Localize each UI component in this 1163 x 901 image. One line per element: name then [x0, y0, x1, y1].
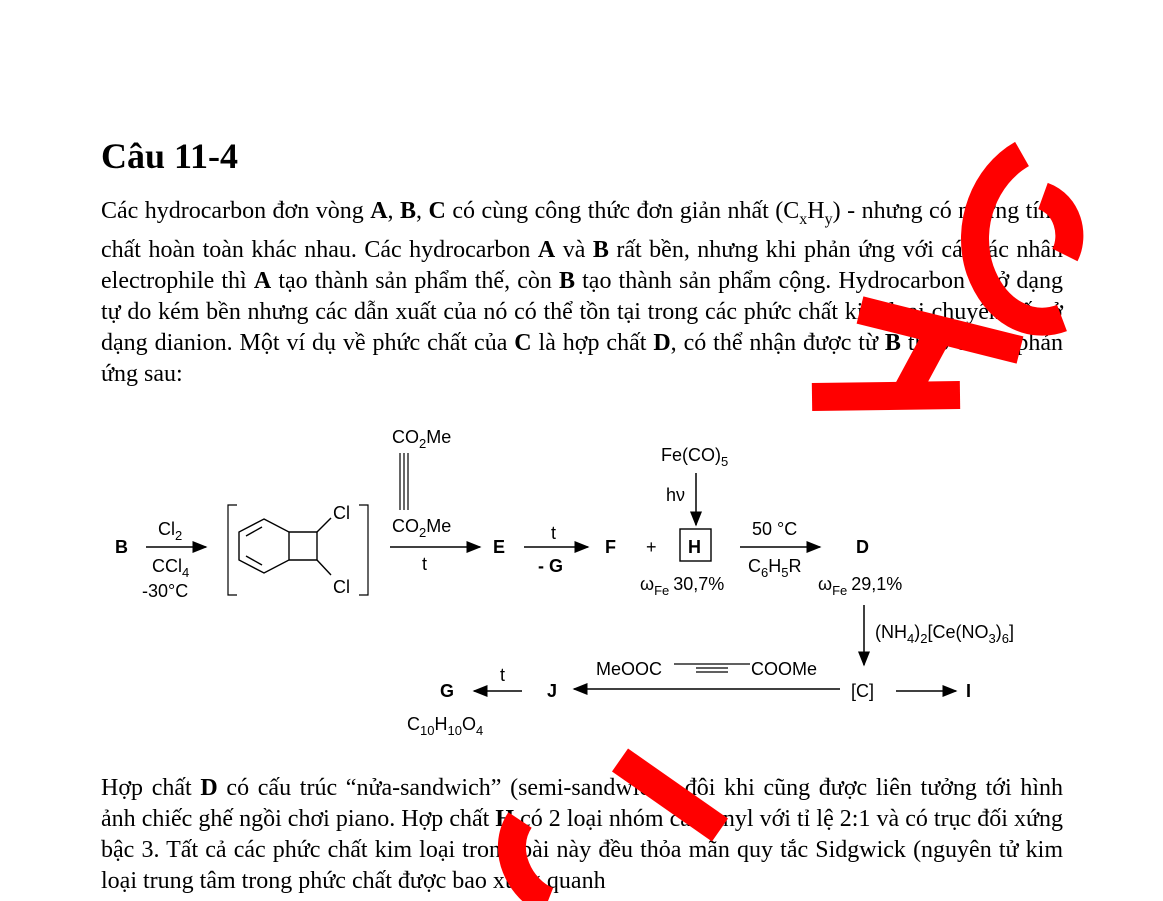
- text-segment: B: [558, 267, 575, 294]
- compound-H: H: [688, 537, 701, 557]
- plus-sign: +: [646, 537, 657, 557]
- text-segment: H: [807, 198, 825, 224]
- text-segment: A: [370, 198, 388, 224]
- text-segment: D: [200, 775, 218, 801]
- compound-I: I: [966, 681, 972, 701]
- reagent-coome: COOMe: [751, 659, 818, 679]
- reagent-cerium: $(NH_4)_2[Ce(NO_3)_6]$: [875, 622, 1014, 646]
- text-segment: ở dạng tự do kém bền nhưng các dẫn xuất của nó có thể tồn tại trong các phức chất kim loại chuyển tiếp ở dạng dianion. Một ví dụ về phức chất của: [101, 267, 1064, 356]
- wfe-D: $\omega_{Fe}$ 29,1%: [818, 574, 903, 598]
- bracket-right: [359, 505, 368, 595]
- cond-minus-G: - G: [538, 556, 563, 576]
- cond-hv: hν: [666, 485, 686, 505]
- text-segment: x: [799, 210, 808, 228]
- text-segment: C: [428, 198, 446, 224]
- text-segment: Các hydrocarbon đơn vòng: [101, 198, 371, 224]
- text-segment: B: [592, 236, 609, 263]
- text-segment: D: [653, 329, 671, 356]
- reagent-meooc: MeOOC: [596, 659, 663, 679]
- formula-G: $C_{10}H_{10}O_4$: [407, 714, 484, 738]
- compound-F: F: [605, 537, 616, 557]
- bracket-left: [228, 505, 237, 595]
- paragraph-structure: [101, 773, 1063, 897]
- text-segment: và: [555, 236, 593, 263]
- watermark-stroke-bar: [812, 395, 960, 397]
- alkyne-top-ester: $CO_2Me$: [392, 427, 452, 451]
- text-segment: , có thể nhận được từ: [670, 329, 885, 356]
- temp-minus30: -30°C: [142, 581, 189, 601]
- text-segment: theo chuỗi phản ứng sau:: [101, 329, 1064, 387]
- text-segment: H: [495, 806, 515, 832]
- triple-bond-horizontal: [674, 664, 750, 672]
- text-segment: Hợp chất: [101, 775, 201, 801]
- reaction-scheme: [100, 415, 1060, 745]
- compound-G: G: [440, 681, 455, 701]
- text-segment: B: [400, 198, 417, 224]
- text-segment: B: [884, 329, 901, 356]
- text-segment: C: [514, 329, 532, 356]
- text-segment: ,: [416, 198, 429, 224]
- alkyne-bottom-ester: $CO_2Me$: [392, 516, 452, 540]
- text-segment: C: [972, 267, 990, 294]
- wfe-H: $\omega_{Fe}$ 30,7%: [640, 574, 725, 598]
- text-segment: có 2 loại nhóm carbonyl với tỉ lệ 2:1 và có trục đối xứng bậc 3. Tất cả các phức chất kim loại trong bài này đều thỏa mãn quy tắc Sidgwick (nguyên tử kim loại trung tâm trong phức chất được bao xung quanh: [101, 806, 1063, 894]
- text-segment: tạo thành sản phẩm thế, còn: [271, 267, 559, 294]
- text-segment: có cấu trúc “nửa-sandwich” (semi-sandwich), đôi khi cũng được liên tưởng tới hình ảnh chiếc ghế ngồi chơi piano. Hợp chất: [101, 775, 1063, 832]
- chloro-top: Cl: [333, 503, 350, 523]
- reagent-ccl4: CCl$_4$: [152, 556, 190, 580]
- triple-bond-vertical: [400, 453, 408, 510]
- cond-50C: 50 °C: [752, 519, 798, 539]
- chloro-bottom: Cl: [333, 577, 350, 597]
- cond-t3: t: [500, 665, 506, 685]
- cond-t1: t: [422, 554, 428, 574]
- text-segment: A: [253, 267, 272, 294]
- reagent-feco5: $Fe(CO)_5$: [661, 445, 729, 469]
- text-segment: A: [537, 236, 556, 263]
- compound-E: E: [493, 537, 506, 557]
- text-segment: tạo thành sản phẩm cộng. Hydrocarbon: [575, 267, 973, 294]
- question-title: Câu 11-4: [101, 136, 239, 176]
- compound-J: J: [547, 681, 558, 701]
- text-segment: có cùng công thức đơn giản nhất (C: [445, 198, 800, 224]
- cond-t2: t: [551, 523, 557, 543]
- paragraph-intro: [101, 196, 1063, 390]
- compound-B: B: [115, 537, 128, 557]
- dichloro-bicyclic-structure: [239, 518, 331, 575]
- compound-C: [C]: [851, 681, 875, 701]
- text-segment: là hợp chất: [531, 329, 654, 356]
- text-segment: y: [824, 210, 833, 228]
- text-segment: ) - nhưng có những tính chất hoàn toàn khác nhau. Các hydrocarbon: [101, 198, 1064, 263]
- text-segment: ,: [387, 198, 401, 224]
- reagent-cl2: $Cl_2$: [158, 519, 183, 543]
- reagent-c6h5r: $C_6H_5R$: [748, 556, 802, 580]
- text-segment: rất bền, nhưng khi phản ứng với các tác nhân electrophile thì: [101, 236, 1063, 294]
- compound-D: D: [856, 537, 869, 557]
